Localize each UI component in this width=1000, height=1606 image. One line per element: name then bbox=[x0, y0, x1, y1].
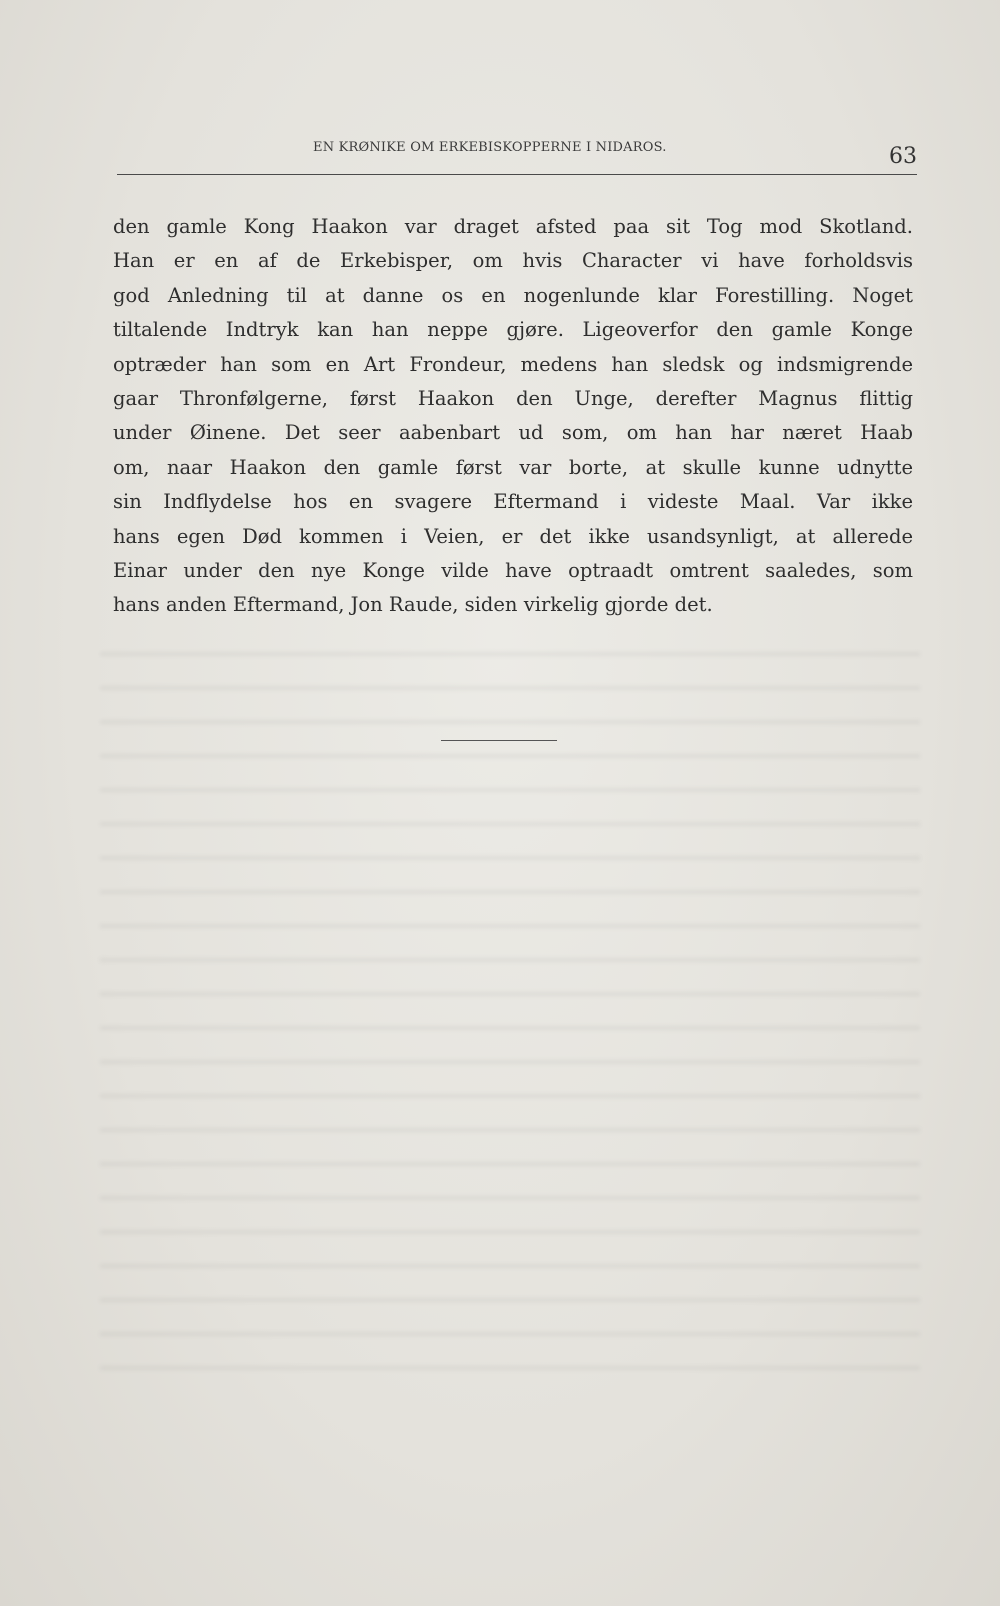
text-line: god Anledning til at danne os en nogenlunde klar Forestilling. Noget bbox=[113, 283, 913, 307]
text-line: tiltalende Indtryk kan han neppe gjøre. Ligeoverfor den gamle Konge bbox=[113, 318, 913, 342]
text-line: hans egen Død kommen i Veien, er det ikke usandsynligt, at allerede bbox=[113, 524, 913, 548]
header-rule bbox=[117, 174, 917, 175]
section-divider bbox=[441, 740, 557, 741]
text-line: gaar Thronfølgerne, først Haakon den Unge, derefter Magnus flittig bbox=[113, 386, 913, 410]
text-line: hans anden Eftermand, Jon Raude, siden virkelig gjorde det. bbox=[113, 593, 713, 617]
text-line: om, naar Haakon den gamle først var borte, at skulle kunne udnytte bbox=[113, 455, 913, 479]
text-line: Han er en af de Erkebisper, om hvis Character vi have forholdsvis bbox=[113, 249, 913, 273]
text-line: under Øinene. Det seer aabenbart ud som, om han har næret Haab bbox=[113, 421, 913, 445]
text-line: Einar under den nye Konge vilde have optraadt omtrent saaledes, som bbox=[113, 558, 913, 582]
text-line: optræder han som en Art Frondeur, medens han sledsk og indsmigrende bbox=[113, 352, 913, 376]
page-header bbox=[117, 138, 917, 178]
body-paragraph bbox=[113, 210, 913, 623]
running-head: EN KRØNIKE OM ERKEBISKOPPERNE I NIDAROS. bbox=[313, 140, 667, 155]
page-number: 63 bbox=[889, 144, 917, 169]
text-line: den gamle Kong Haakon var draget afsted paa sit Tog mod Skotland. bbox=[113, 215, 913, 238]
text-line: sin Indflydelse hos en svagere Eftermand i videste Maal. Var ikke bbox=[113, 490, 913, 514]
bleed-through-texture bbox=[100, 630, 920, 1390]
